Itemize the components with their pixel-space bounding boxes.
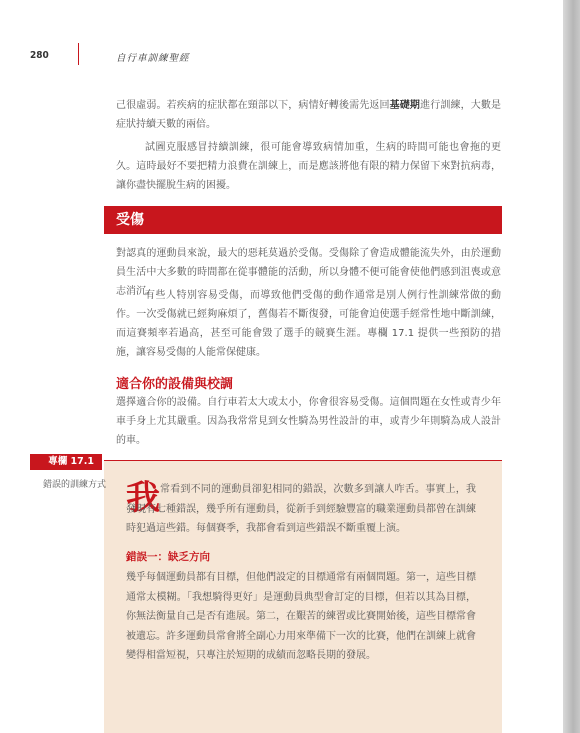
sidebar-box-tab: 專欄 17.1	[30, 454, 102, 470]
running-head: 自行車訓練聖經	[116, 53, 190, 64]
sidebar-box-subheading: 錯誤一：缺乏方向	[126, 551, 210, 563]
intro-paragraph-1	[116, 96, 501, 134]
equipment-paragraph-1: 選擇適合你的設備。自行車若太大或太小，你會很容易受傷。這個問題在女性或青少年車手身上尤其嚴重。因為我常常見到女性騎為男性設計的車，或青少年則騎為成人設計的車。	[116, 397, 501, 446]
intro-paragraph-2: 試圖克服感冒持續訓練，很可能會導致病情加重，生病的時間可能也會拖的更久。這時最好不要把精力浪費在訓練上，而是應該將他有限的精力保留下來對抗病毒，讓你盡快擺脫生病的困擾。	[116, 142, 501, 191]
sidebar-box-error1-text: 幾乎每個運動員都有目標，但他們設定的目標通常有兩個問題。第一，這些目標通常太模糊。「我想騎得更好」是運動員典型會訂定的目標，但若以其為目標，你無法衡量自己是否有進展。第二，在艱苦的練習或比賽開始後，這些目標常會被遺忘。許多運動員常會將全副心力用來準備下一次的比賽，他們在訓練上就會變得相當短視，只專注於短期的成績而忽略長期的發展。	[126, 572, 476, 661]
header-divider	[78, 43, 79, 65]
intro-text-start: 己很虛弱。若疾病的症狀都在頸部以下，病情好轉後需先返回	[116, 100, 390, 111]
injury-paragraph-2: 有些人特別容易受傷，而導致他們受傷的動作通常是別人例行性訓練常做的動作。一次受傷就已經夠麻煩了，舊傷若不斷復發，可能會迫使選手經常性地中斷訓練，而這賽頻率若過高，甚至可能會毀了選手的競賽生涯。專欄 17.1 提供一些預防的措施，讓容易受傷的人能常保健康。	[116, 290, 501, 358]
intro-bold-term: 基礎期	[389, 100, 421, 111]
sidebar-box-caption: 錯誤的訓練方式	[42, 480, 106, 490]
page-number: 280	[30, 50, 49, 61]
page-edge-spine	[563, 0, 580, 733]
section-heading-injury: 受傷	[104, 206, 502, 234]
sidebar-box-rule	[104, 460, 502, 461]
sidebar-box-intro: 常看到不同的運動員卻犯相同的錯誤，次數多到讓人咋舌。事實上，我發現有七種錯誤，幾乎所有運動員，從新手到經驗豐富的職業運動員都曾在訓練時犯過這些錯。每個賽季，我都會看到這些錯誤不斷重覆上演。	[126, 484, 476, 534]
injury-paragraph-1: 對認真的運動員來說，最大的惡耗莫過於受傷。受傷除了會造成體能流失外，由於運動員生活中大多數的時間都在從事體能的活動，所以身體不便可能會使他們感到沮喪或意志消沉。	[116, 248, 501, 297]
subheading-equipment: 適合你的設備與校調	[116, 377, 234, 392]
drop-cap: 我	[126, 478, 160, 518]
intro-text-end: 進行訓練，大數是症狀持續天數的兩倍。	[116, 100, 502, 130]
